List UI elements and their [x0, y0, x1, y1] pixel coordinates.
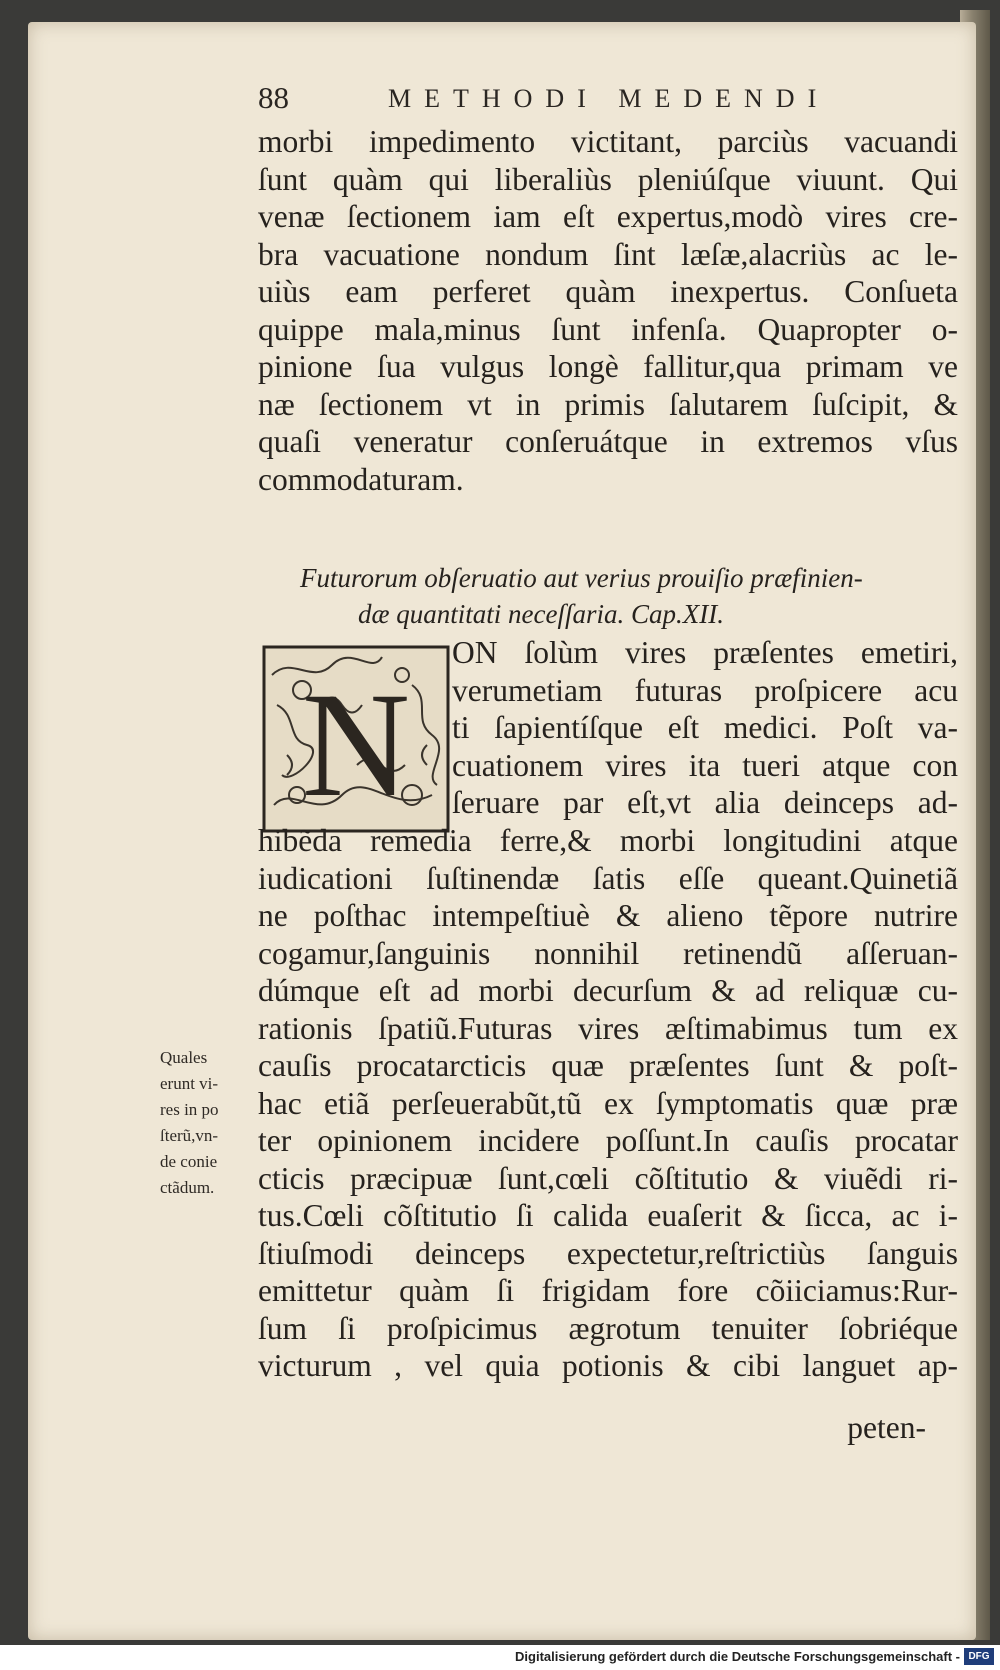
- svg-text:N: N: [301, 662, 411, 828]
- page-header: [258, 80, 958, 120]
- text-line: emittetur quàm ſi frigidam fore cõiiciamus:Rur-: [258, 1273, 958, 1308]
- catchword: peten-: [847, 1410, 926, 1445]
- text-line: ON ſolùm vires præſentes emetiri,: [452, 635, 958, 670]
- dfg-logo-icon: DFG: [964, 1648, 994, 1665]
- text-line: cauſis procatarcticis quæ præſentes ſunt & poſt-: [258, 1048, 958, 1083]
- text-line: venæ ſectionem iam eſt expertus,modò vires cre-: [258, 199, 958, 234]
- text-line: ſtiuſmodi deinceps expectetur,reſtrictiùs ſanguis: [258, 1235, 958, 1271]
- text-line: ſunt quàm qui liberaliùs pleniúſque viuunt. Qui: [258, 161, 958, 197]
- marginal-line: de conie: [160, 1152, 218, 1171]
- marginal-line: ſterũ,vn-: [160, 1126, 219, 1145]
- paragraph-2-beside-initial: [452, 634, 958, 822]
- chapter-heading: [258, 560, 958, 632]
- text-line: cogamur,ſanguinis nonnihil retinendũ aſſeruan-: [258, 935, 958, 971]
- text-line: tus.Cœli cõſtitutio ſi calida euaſerit & ſicca, ac i-: [258, 1198, 958, 1233]
- marginal-line: ctãdum.: [160, 1178, 215, 1197]
- text-line: bra vacuatione nondum ſint læſæ,alacriùs ac le-: [258, 236, 958, 272]
- text-line: quaſi veneratur conſeruátque in extremos vſus: [258, 424, 958, 459]
- text-line: victurum , vel quia potionis & cibi languet ap-: [258, 1348, 958, 1383]
- text-line: uiùs eam perferet quàm inexpertus. Conſueta: [258, 274, 958, 309]
- heading-line-1: Futurorum obſeruatio aut verius prouiſio præfinien-: [300, 563, 863, 593]
- text-line: dúmque eſt ad morbi decurſum & ad reliquæ cu-: [258, 973, 958, 1008]
- marginal-note: [160, 1045, 260, 1201]
- marginal-line: erunt vi-: [160, 1074, 219, 1093]
- running-title: METHODI MEDENDI: [388, 84, 830, 113]
- page-number: 88: [258, 80, 289, 115]
- text-line: pinione ſua vulgus longè fallitur,qua primam ve: [258, 349, 958, 384]
- paragraph-1: [258, 123, 958, 498]
- marginal-line: res in po: [160, 1100, 219, 1119]
- text-line: commodaturam.: [258, 461, 464, 497]
- text-line: hibẽda remedia ferre,& morbi longitudini atque: [258, 823, 958, 858]
- text-line: morbi impedimento victitant, parciùs vacuandi: [258, 124, 958, 159]
- text-line: ti ſapientíſque eſt medici. Poſt va-: [452, 710, 958, 745]
- text-line: ſum ſi proſpicimus ægrotum tenuiter ſobriéque: [258, 1310, 958, 1346]
- footer-bar: [0, 1645, 1000, 1670]
- marginal-line: Quales: [160, 1048, 208, 1067]
- text-line: iudicationi ſuſtinendæ ſatis eſſe queant.Quinetiã: [258, 860, 958, 896]
- text-line: ter opinionem incidere poſſunt.In cauſis procatar: [258, 1123, 958, 1158]
- funding-credit: Digitalisierung gefördert durch die Deutsche Forschungsgemeinschaft -: [515, 1649, 960, 1664]
- paragraph-2: [258, 822, 958, 1385]
- heading-line-2: dæ quantitati neceſſaria. Cap.XII.: [358, 599, 724, 629]
- text-line: cticis præcipuæ ſunt,cœli cõſtitutio & viuẽdi ri-: [258, 1160, 958, 1196]
- text-line: hac etiã perſeuerabũt,tũ ex ſymptomatis quæ præ: [258, 1085, 958, 1121]
- text-line: quippe mala,minus ſunt infenſa. Quapropter o-: [258, 311, 958, 347]
- text-line: rationis ſpatiũ.Futuras vires æſtimabimus tum ex: [258, 1010, 958, 1046]
- text-line: ſeruare par eſt,vt alia deinceps ad-: [452, 785, 958, 820]
- text-line: verumetiam futuras proſpicere acu: [452, 672, 958, 708]
- ornament-initial-icon: [262, 645, 450, 833]
- text-line: cuationem vires ita tueri atque con: [452, 747, 958, 783]
- decorated-initial-letter: [262, 645, 450, 833]
- text-line: ne poſthac intempeſtiuè & alieno tẽpore nutrire: [258, 898, 958, 933]
- text-line: næ ſectionem vt in primis ſalutarem ſuſcipit, &: [258, 386, 958, 422]
